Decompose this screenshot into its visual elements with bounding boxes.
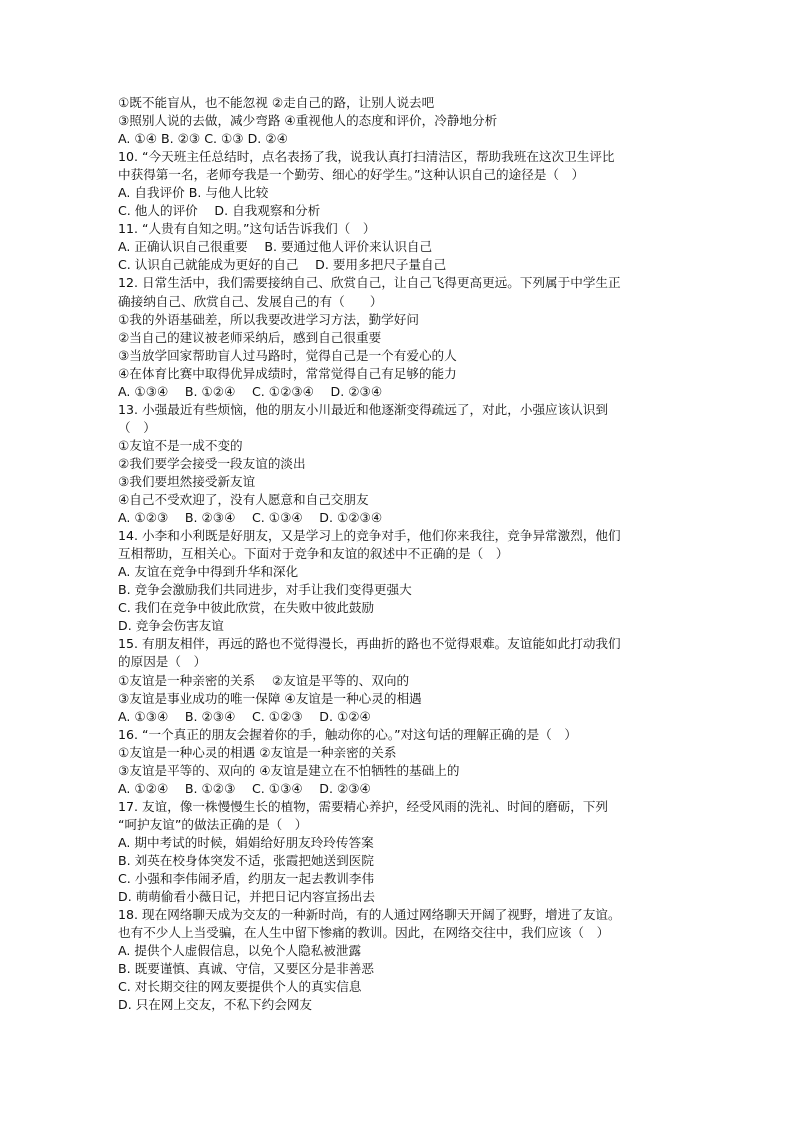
text-line: A. ①②④ B. ①②③ C. ①③④ D. ②③④: [118, 780, 371, 796]
text-line: ①友谊不是一成不变的: [118, 437, 243, 453]
text-line: D. 竞争会伤害友谊: [118, 618, 224, 634]
text-line: D. 萌萌偷看小薇日记，并把日记内容宣扬出去: [118, 889, 375, 905]
text-line: ②我们要学会接受一段友谊的淡出: [118, 455, 306, 471]
text-line: 中获得第一名，老师夸我是一个勤劳、细心的好学生。”这种认识自己的途径是（ ）: [118, 167, 585, 183]
text-line: 15. 有朋友相伴，再远的路也不觉得漫长，再曲折的路也不觉得艰难。友谊能如此打动我们: [118, 636, 621, 652]
text-line: A. ①③④ B. ①②④ C. ①②③④ D. ②③④: [118, 383, 383, 399]
text-line: 的原因是（ ）: [118, 654, 207, 670]
text-line: 10. “今天班主任总结时，点名表扬了我，说我认真打扫清洁区，帮助我班在这次卫生评比: [118, 149, 615, 165]
text-line: ③友谊是事业成功的唯一保障 ④友谊是一种心灵的相遇: [118, 690, 422, 706]
text-line: B. 竞争会激励我们共同进步，对手让我们变得更强大: [118, 582, 412, 598]
text-line: A. 自我评价 B. 与他人比较: [118, 185, 269, 201]
text-line: ①既不能盲从，也不能忽视 ②走自己的路，让别人说去吧: [118, 95, 435, 110]
text-line: ④在体育比赛中取得优异成绩时，常常觉得自己有足够的能力: [118, 365, 457, 381]
text-line: A. 期中考试的时候，娟娟给好朋友玲玲传答案: [118, 834, 374, 850]
text-line: A. 友谊在竞争中得到升华和深化: [118, 564, 299, 580]
text-line: 互相帮助，互相关心。下面对于竞争和友谊的叙述中不正确的是（ ）: [118, 546, 509, 562]
text-line: B. 刘英在校身体突发不适，张霞把她送到医院: [118, 852, 374, 868]
text-line: 14. 小李和小利既是好朋友，又是学习上的竞争对手，他们你来我往，竞争异常激烈，他们: [118, 528, 621, 544]
text-line: 12. 日常生活中，我们需要接纳自己、欣赏自己，让自己飞得更高更远。下列属于中学生正: [118, 275, 621, 291]
text-line: ③当放学回家帮助盲人过马路时，觉得自己是一个有爱心的人: [118, 347, 457, 363]
text-line: 11. “人贵有自知之明。”这句话告诉我们（ ）: [118, 221, 376, 237]
text-line: （ ）: [118, 419, 156, 435]
text-line: C. 小强和李伟闹矛盾，约朋友一起去教训李伟: [118, 871, 375, 887]
text-line: 17. 友谊，像一株慢慢生长的植物，需要精心养护，经受风雨的洗礼、时间的磨砺，下列: [118, 798, 609, 814]
text-line: 确接纳自己、欣赏自己、发展自己的有（ ）: [118, 293, 383, 309]
text-line: A. 正确认识自己很重要 B. 要通过他人评价来认识自己: [118, 239, 433, 255]
text-line: ②当自己的建议被老师采纳后，感到自己很重要: [118, 329, 382, 345]
text-line: A. 提供个人虚假信息，以免个人隐私被泄露: [118, 943, 362, 959]
text-line: ③友谊是平等的、双向的 ④友谊是建立在不怕牺牲的基础上的: [118, 762, 460, 778]
text-line: 18. 现在网络聊天成为交友的一种新时尚，有的人通过网络聊天开阔了视野，增进了友谊。: [118, 907, 621, 923]
text-line: A. ①③④ B. ②③④ C. ①②③ D. ①②④: [118, 708, 371, 724]
text-line: B. 既要谨慎、真诚、守信，又要区分是非善恶: [118, 961, 374, 977]
text-line: D. 只在网上交友，不私下约会网友: [118, 997, 313, 1013]
text-line: C. 他人的评价 D. 自我观察和分析: [118, 203, 321, 219]
text-line: ①友谊是一种心灵的相遇 ②友谊是一种亲密的关系: [118, 744, 397, 760]
text-line: C. 认识自己就能成为更好的自己 D. 要用多把尺子量自己: [118, 257, 447, 273]
text-line: ④自己不受欢迎了，没有人愿意和自己交朋友: [118, 492, 369, 508]
text-line: ③照别人说的去做，减少弯路 ④重视他人的态度和评价，冷静地分析: [118, 113, 498, 129]
text-line: A. ①④ B. ②③ C. ①③ D. ②④: [118, 131, 288, 147]
text-line: 也有不少人上当受骗，在人生中留下惨痛的教训。因此，在网络交往中，我们应该（ ）: [118, 925, 610, 941]
text-line: 13. 小强最近有些烦恼，他的朋友小川最近和他逐渐变得疏远了，对此，小强应该认识到: [118, 401, 609, 417]
text-line: C. 我们在竞争中彼此欣赏，在失败中彼此鼓励: [118, 600, 375, 616]
text-line: A. ①②③ B. ②③④ C. ①③④ D. ①②③④: [118, 510, 383, 526]
question-text-block: [118, 94, 678, 1014]
text-line: ③我们要坦然接受新友谊: [118, 473, 256, 489]
text-line: “呵护友谊”的做法正确的是（ ）: [118, 816, 308, 832]
text-line: ①友谊是一种亲密的关系 ②友谊是平等的、双向的: [118, 672, 410, 688]
text-line: 16. “一个真正的朋友会握着你的手，触动你的心。”对这句话的理解正确的是（ ）: [118, 726, 577, 742]
text-line: C. 对长期交往的网友要提供个人的真实信息: [118, 979, 362, 995]
text-line: ①我的外语基础差，所以我要改进学习方法，勤学好问: [118, 311, 419, 327]
